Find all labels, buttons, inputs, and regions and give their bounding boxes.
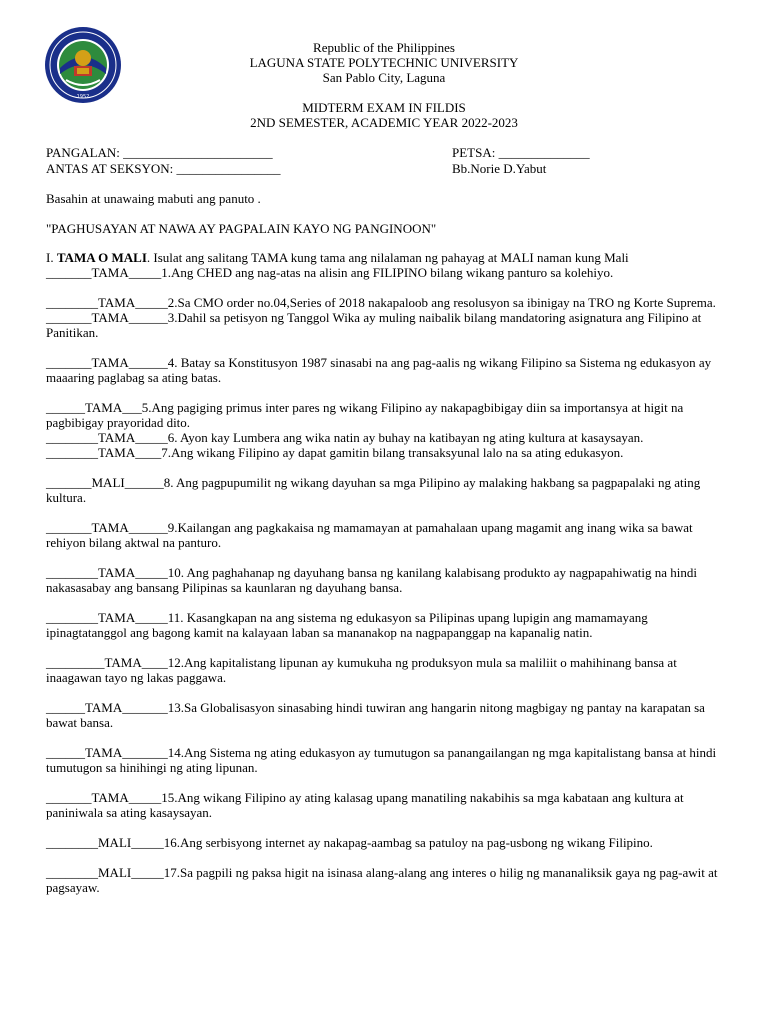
exam-item-4: _______TAMA______4. Batay sa Konstitusyon 1987 sinasabi na ang pag-aalis ng wikang Filipino sa Sistema ng edukasyon ay maaaring paglabag sa ating batas.: [46, 355, 712, 385]
exam-item-11: ________TAMA_____11. Kasangkapan na ang sistema ng edukasyon sa Pilipinas upang lupigin ang mamamayang ipinagtatanggol ang bagong kamit na kalayaan laban sa mananakop na nagpapanggap na kapanalig natin.: [46, 610, 648, 640]
exam-item-16: ________MALI_____16.Ang serbisyong internet ay nakapag-aambag sa patuloy na pag-usbong ng wikang Filipino.: [46, 835, 653, 850]
part-title: TAMA O MALI: [56, 250, 147, 265]
exam-item-3: _______TAMA______3.Dahil sa petisyon ng Tanggol Wika ay muling naibalik bilang mandatoring asignatura ang Filipino at Panitikan.: [46, 310, 702, 340]
letterhead: [0, 40, 768, 85]
teacher-name: Bb.Norie D.Yabut: [452, 161, 547, 176]
exam-item-8: _______MALI______8. Ang pagpupumilit ng wikang dayuhan sa mga Pilipino ay malaking hakbang sa pagpapalaki ng ating kultura.: [46, 475, 701, 505]
header-republic: Republic of the Philippines: [313, 40, 455, 55]
exam-semester: 2ND SEMESTER, ACADEMIC YEAR 2022-2023: [250, 115, 518, 130]
exam-item-5: ______TAMA___5.Ang pagiging primus inter pares ng wikang Filipino ay nakapagbibigay diin sa importansya at higit na pagbibigay prayoridad dito.: [46, 400, 684, 430]
exam-item-6: ________TAMA_____6. Ayon kay Lumbera ang wika natin ay buhay na katibayan ng ating kultura at kasaysayan.: [46, 430, 644, 445]
header-university: LAGUNA STATE POLYTECHNIC UNIVERSITY: [249, 55, 519, 70]
exam-item-10: ________TAMA_____10. Ang paghahanap ng dayuhang bansa ng kanilang kalabisang produkto ay nagpapahiwatig na hindi nakasasabay ang bansang Pilipinas sa kaunlaran ng dayuhang bansa.: [46, 565, 697, 595]
exam-items: [46, 250, 726, 895]
exam-title-block: [0, 100, 768, 130]
motto-text: "PAGHUSAYAN AT NAWA AY PAGPALAIN KAYO NG PANGINOON": [46, 221, 437, 236]
exam-item-12: _________TAMA____12.Ang kapitalistang lipunan ay kumukuha ng produksyon mula sa maliliit o mahihinang bansa at inaagawan tayo ng lakas paggawa.: [46, 655, 677, 685]
exam-item-2: ________TAMA_____2.Sa CMO order no.04,Series of 2018 nakapaloob ang resolusyon sa ibinigay na TRO ng Korte Suprema.: [46, 295, 716, 310]
name-field: PANGALAN: _______________________: [46, 145, 273, 160]
exam-item-9: _______TAMA______9.Kailangan ang pagkakaisa ng mamamayan at pamahalaan upang magamit ang inang wika sa bawat rehiyon bilang aktwal na panturo.: [46, 520, 693, 550]
exam-item-1: _______TAMA_____1.Ang CHED ang nag-atas na alisin ang FILIPINO bilang wikang panturo sa kolehiyo.: [46, 265, 614, 280]
section-field: ANTAS AT SEKSYON: ________________: [46, 161, 281, 176]
exam-item-14: ______TAMA_______14.Ang Sistema ng ating edukasyon ay tumutugon sa panangailangan ng mga kapitalistang bansa at hindi tumutugon sa hinihingi ng ating lipunan.: [46, 745, 717, 775]
exam-item-13: ______TAMA_______13.Sa Globalisasyon sinasabing hindi tuwiran ang hangarin nitong magbigay ng pantay na karapatan sa bawat bansa.: [46, 700, 705, 730]
directions-text: Basahin at unawaing mabuti ang panuto .: [46, 191, 261, 206]
svg-text:1952: 1952: [76, 94, 90, 100]
part-instruction: [46, 250, 726, 265]
part-number: I.: [46, 250, 57, 265]
exam-item-7: ________TAMA____7.Ang wikang Filipino ay dapat gamitin bilang transaksyunal lalo na sa ating edukasyon.: [46, 445, 624, 460]
exam-item-17: ________MALI_____17.Sa pagpili ng paksa higit na isinasa alang-alang ang interes o hilig ng mananaliksik gaya ng pag-awit at pagsayaw.: [46, 865, 718, 895]
date-field: PETSA: ______________: [452, 145, 590, 160]
header-city: San Pablo City, Laguna: [322, 70, 446, 85]
exam-title: MIDTERM EXAM IN FILDIS: [302, 100, 466, 115]
part-instruction-text: . Isulat ang salitang TAMA kung tama ang nilalaman ng pahayag at MALI naman kung Mali: [146, 250, 629, 265]
exam-item-15: _______TAMA_____15.Ang wikang Filipino ay ating kalasag upang manatiling nakabihis sa mga kabataan ang kultura at paniniwala sa ating kasaysayan.: [46, 790, 684, 820]
